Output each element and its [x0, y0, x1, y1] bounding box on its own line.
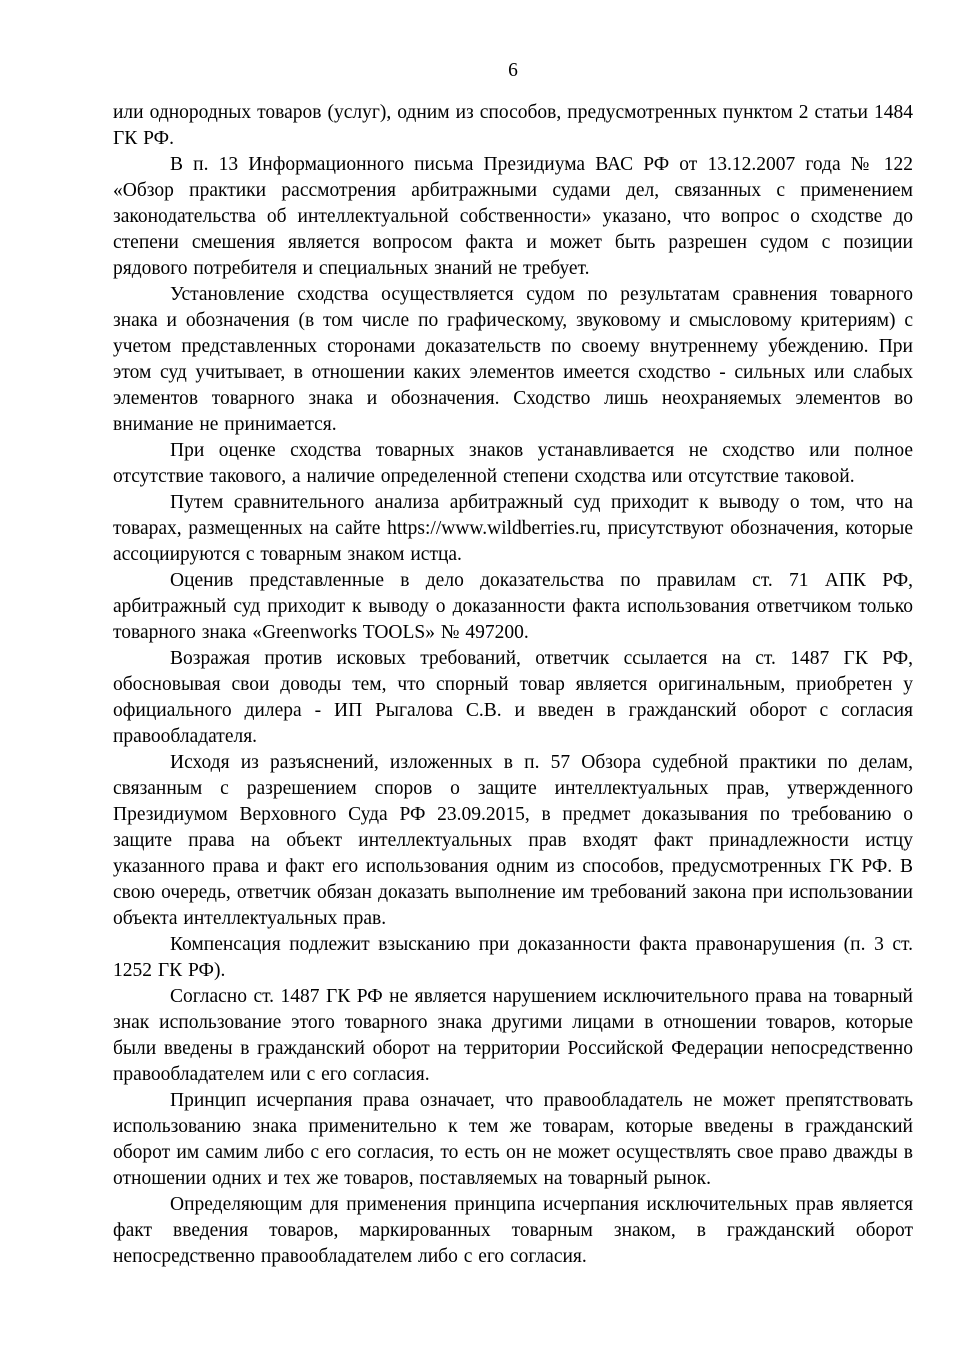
document-body — [113, 100, 913, 1270]
paragraph: Принцип исчерпания права означает, что правообладатель не может препятствовать использованию знака применительно к тем же товарам, которые введены в гражданский оборот им самим либо с его согласия, то есть он не может осуществлять свое право дважды в отношении одних и тех же товаров, поставляемых на товарный рынок. — [113, 1090, 913, 1189]
paragraph: В п. 13 Информационного письма Президиума ВАС РФ от 13.12.2007 года № 122 «Обзор практики рассмотрения арбитражными судами дел, связанных с применением законодательства об интеллектуальной собственности» указано, что вопрос о сходстве до степени смешения является вопросом факта и может быть разрешен судом с позиции рядового потребителя и специальных знаний не требует. — [113, 154, 913, 279]
paragraph: Установление сходства осуществляется судом по результатам сравнения товарного знака и обозначения (в том числе по графическому, звуковому и смысловому критериям) с учетом представленных сторонами доказательств по своему внутреннему убеждению. При этом суд учитывает, в отношении каких элементов имеется сходство - сильных или слабых элементов товарного знака и обозначения. Сходство лишь неохраняемых элементов во внимание не принимается. — [113, 284, 913, 435]
paragraph: Компенсация подлежит взысканию при доказанности факта правонарушения (п. 3 ст. 1252 ГК РФ). — [113, 934, 913, 981]
paragraph: Определяющим для применения принципа исчерпания исключительных прав является факт введения товаров, маркированных товарным знаком, в гражданский оборот непосредственно правообладателем либо с его согласия. — [113, 1194, 913, 1267]
paragraph: Путем сравнительного анализа арбитражный суд приходит к выводу о том, что на товарах, размещенных на сайте https://www.wildberries.ru, присутствуют обозначения, которые ассоциируются с товарным знаком истца. — [113, 492, 913, 565]
paragraph: Возражая против исковых требований, ответчик ссылается на ст. 1487 ГК РФ, обосновывая свои доводы тем, что спорный товар является оригинальным, приобретен у официального дилера - ИП Рыгалова С.В. и введен в гражданский оборот с согласия правообладателя. — [113, 648, 913, 747]
page-number: 6 — [508, 60, 518, 81]
paragraph: Исходя из разъяснений, изложенных в п. 57 Обзора судебной практики по делам, связанным с разрешением споров о защите интеллектуальных прав, утвержденного Президиумом Верховного Суда РФ 23.09.2015, в предмет доказывания по требованию о защите права на объект интеллектуальных прав входят факт принадлежности истцу указанного права и факт его использования одним из способов, предусмотренных ГК РФ. В свою очередь, ответчик обязан доказать выполнение им требований закона при использовании объекта интеллектуальных прав. — [113, 752, 913, 929]
paragraph: или однородных товаров (услуг), одним из способов, предусмотренных пунктом 2 статьи 1484 ГК РФ. — [113, 102, 913, 149]
paragraph: При оценке сходства товарных знаков устанавливается не сходство или полное отсутствие такового, а наличие определенной степени сходства или отсутствие таковой. — [113, 440, 913, 487]
paragraph: Согласно ст. 1487 ГК РФ не является нарушением исключительного права на товарный знак использование этого товарного знака другими лицами в отношении товаров, которые были введены в гражданский оборот на территории Российской Федерации непосредственно правообладателем или с его согласия. — [113, 986, 913, 1085]
paragraph: Оценив представленные в дело доказательства по правилам ст. 71 АПК РФ, арбитражный суд приходит к выводу о доказанности факта использования ответчиком только товарного знака «Greenworks TOOLS» № 497200. — [113, 570, 913, 643]
